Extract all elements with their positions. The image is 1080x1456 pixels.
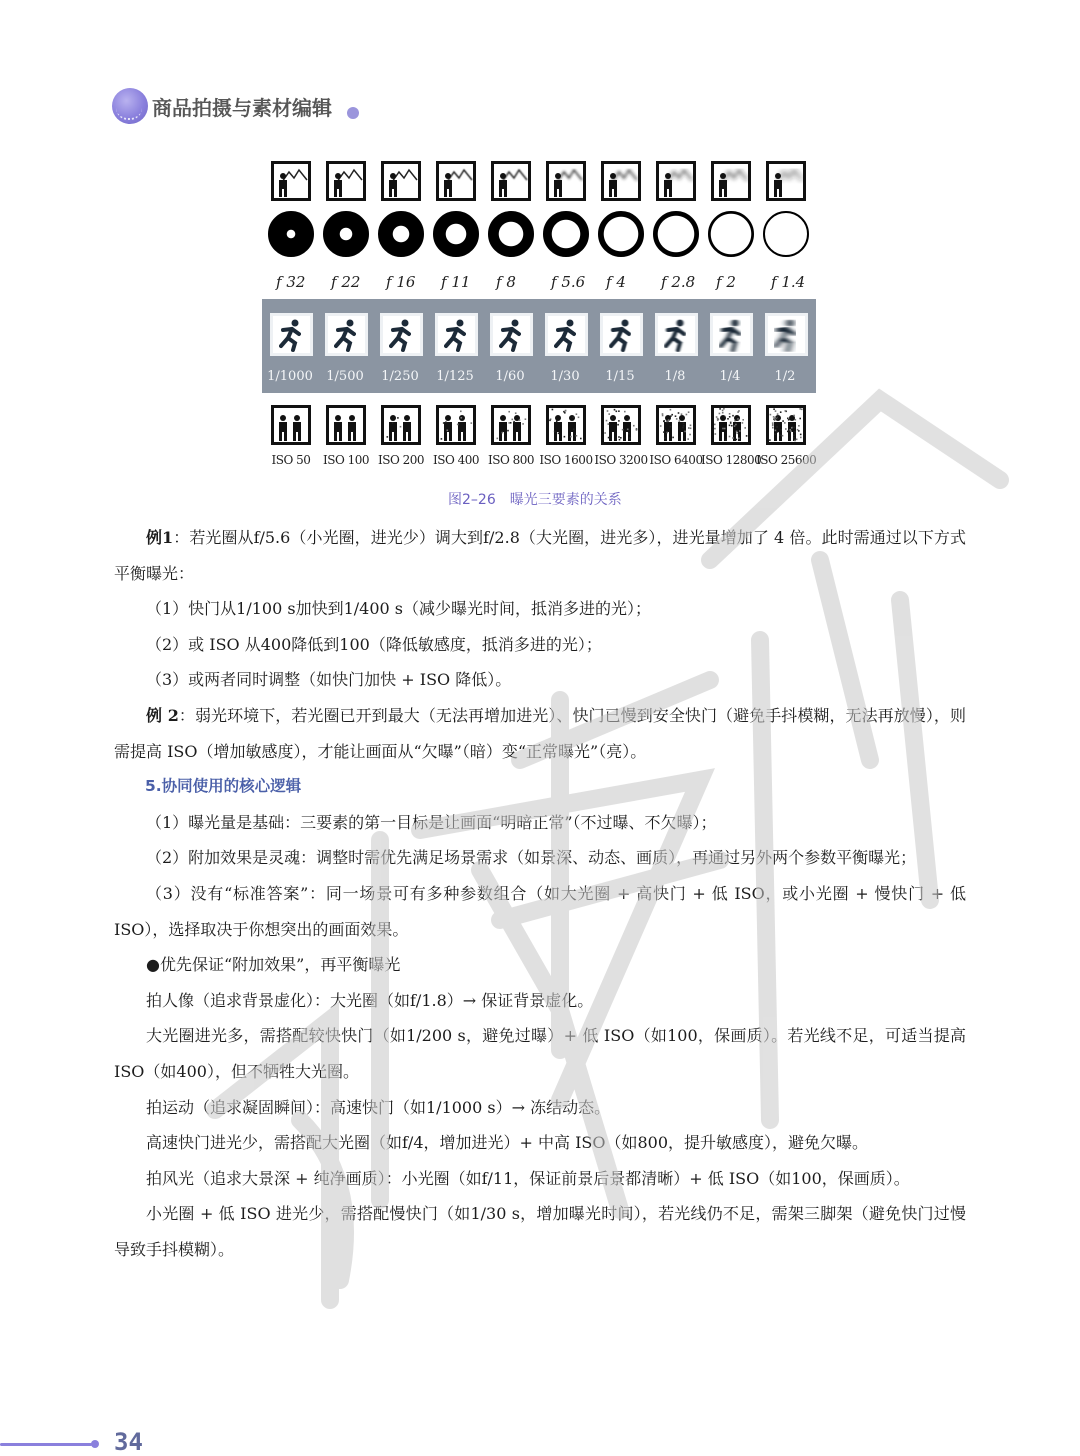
book-logo-icon [112, 88, 148, 124]
shutter-runner-icon [490, 313, 533, 356]
dof-scene-icon [381, 161, 421, 201]
landscape-detail: 小光圈 + 低 ISO 进光少，需搭配慢快门（如1/30 s，增加曝光时间），若光线仍不足，需架三脚架（避免快门过慢导致手抖模糊）。 [114, 1204, 966, 1259]
header-dot [347, 107, 359, 119]
example-1-item-3: （3）或两者同时调整（如快门加快 + ISO 降低）。 [146, 670, 512, 690]
example-1-label: 例1 [146, 528, 174, 547]
aperture-circle-icon [708, 211, 754, 257]
shutter-row [268, 299, 813, 393]
aperture-label: f 11 [441, 273, 471, 291]
footer-dot [91, 1440, 99, 1448]
bullet-title: ●优先保证“附加效果”，再平衡曝光 [146, 955, 401, 975]
iso-label: ISO 3200 [594, 453, 648, 467]
aperture-label: f 8 [496, 273, 516, 291]
example-1-item-1: （1）快门从1/100 s加快到1/400 s（减少曝光时间，抵消多进的光）； [146, 599, 651, 619]
example-2 [114, 698, 966, 769]
aperture-circle-icon [543, 211, 589, 257]
portrait-detail: 大光圈进光多，需搭配较快快门（如1/200 s，避免过曝）+ 低 ISO（如100，保画质）。若光线不足，可适当提高 ISO（如400），但不牺牲大光圈。 [114, 1026, 966, 1081]
shutter-runner-icon [545, 313, 588, 356]
iso-noise-icon [546, 405, 586, 445]
dof-scene-icon [601, 161, 641, 201]
iso-noise-icon [326, 405, 366, 445]
shutter-runner-icon [710, 313, 753, 356]
iso-noise-icon [381, 405, 421, 445]
shutter-speed-label: 1/500 [326, 369, 364, 384]
dof-scene-icon [271, 161, 311, 201]
logic-item-1: （1）曝光量是基础：三要素的第一目标是让画面“明暗正常”（不过曝、不欠曝）； [146, 812, 717, 832]
landscape-line: 拍风光（追求大景深 + 纯净画质）：小光圈（如f/11，保证前景后景都清晰）+ 低 ISO（如100，保画质）。 [146, 1168, 910, 1188]
body-text [114, 520, 966, 1267]
shutter-speed-label: 1/2 [774, 369, 796, 384]
iso-label: ISO 12800 [701, 453, 762, 467]
aperture-circle-icon [268, 211, 314, 257]
dof-scene-icon [436, 161, 476, 201]
shutter-speed-label: 1/250 [381, 369, 419, 384]
shutter-speed-label: 1/30 [550, 369, 580, 384]
shutter-speed-label: 1/8 [664, 369, 686, 384]
section-heading: 5.协同使用的核心逻辑 [145, 777, 302, 796]
page-number: 34 [114, 1428, 143, 1456]
example-2-text: ：弱光环境下，若光圈已开到最大（无法再增加进光）、快门已慢到安全快门（避免手抖模糊，无法再放慢），则需提高 ISO（增加敏感度），才能让画面从“欠曝”（暗）变“正常曝光”（亮）。 [114, 705, 966, 761]
example-2-label: 例 2 [146, 705, 179, 725]
footer-line [0, 1443, 92, 1446]
shutter-speed-label: 1/60 [495, 369, 525, 384]
shutter-band [262, 299, 816, 393]
shutter-runner-icon [765, 313, 808, 356]
shutter-speed-label: 1/1000 [267, 369, 313, 384]
logic-item-2: （2）附加效果是灵魂：调整时需优先满足场景需求（如景深、动态、画质），再通过另外两个参数平衡曝光； [146, 848, 917, 868]
aperture-label: f 4 [606, 273, 626, 291]
aperture-circle-icon [323, 211, 369, 257]
iso-noise-icon [656, 405, 696, 445]
shutter-speed-label: 1/125 [436, 369, 474, 384]
dof-scene-icon [656, 161, 696, 201]
iso-label: ISO 6400 [649, 453, 703, 467]
shutter-runner-icon [600, 313, 643, 356]
aperture-label: f 2.8 [661, 273, 696, 291]
iso-noise-icon [601, 405, 641, 445]
dof-scene-icon [491, 161, 531, 201]
sport-detail: 高速快门进光少，需搭配大光圈（如f/4，增加进光）+ 中高 ISO（如800，提升敏感度），避免欠曝。 [146, 1133, 869, 1153]
iso-noise-icon [436, 405, 476, 445]
shutter-runner-icon [435, 313, 478, 356]
book-title: 商品拍摄与素材编辑 [152, 96, 332, 120]
dof-scene-icon [546, 161, 586, 201]
iso-noise-icon [766, 405, 806, 445]
aperture-label: f 1.4 [771, 273, 806, 291]
aperture-label: f 2 [716, 273, 736, 291]
iso-row [268, 405, 817, 480]
portrait-line: 拍人像（追求背景虚化）：大光圈（如f/1.8）→ 保证背景虚化。 [146, 990, 594, 1010]
iso-label: ISO 400 [432, 453, 480, 467]
sport-line: 拍运动（追求凝固瞬间）：高速快门（如1/1000 s）→ 冻结动态。 [146, 1097, 611, 1117]
aperture-circle-icon [598, 211, 644, 257]
aperture-label: f 16 [386, 273, 416, 291]
iso-label: ISO 50 [271, 453, 311, 467]
aperture-circle-icon [488, 211, 534, 257]
aperture-row [268, 161, 813, 291]
dof-scene-icon [711, 161, 751, 201]
dof-scene-icon [766, 161, 806, 201]
iso-noise-icon [491, 405, 531, 445]
aperture-circle-icon [653, 211, 699, 257]
shutter-runner-icon [325, 313, 368, 356]
logic-item-3: （3）没有“标准答案”：同一场景可有多种参数组合（如大光圈 + 高快门 + 低 ISO，或小光圈 + 慢快门 + 低 ISO），选择取决于你想突出的画面效果。 [114, 883, 966, 939]
aperture-circle-icon [433, 211, 479, 257]
dof-scene-icon [326, 161, 366, 201]
aperture-label: f 32 [276, 273, 306, 291]
aperture-circle-icon [763, 211, 809, 257]
iso-noise-icon [271, 405, 311, 445]
example-1-text: ：若光圈从f/5.6（小光圈，进光少）调大到f/2.8（大光圈，进光多），进光量增加了 4 倍。此时需通过以下方式平衡曝光： [114, 528, 966, 583]
shutter-speed-label: 1/4 [719, 369, 741, 384]
iso-label: ISO 200 [377, 453, 425, 467]
shutter-speed-label: 1/15 [605, 369, 635, 384]
aperture-circle-icon [378, 211, 424, 257]
example-1 [114, 520, 966, 591]
figure-caption: 图2–26 曝光三要素的关系 [448, 492, 622, 508]
iso-noise-icon [711, 405, 751, 445]
iso-label: ISO 1600 [539, 453, 593, 467]
iso-label: ISO 800 [487, 453, 535, 467]
iso-label: ISO 100 [322, 453, 370, 467]
example-1-item-2: （2）或 ISO 从400降低到100（降低敏感度，抵消多进的光）； [146, 634, 602, 654]
shutter-runner-icon [655, 313, 698, 356]
shutter-runner-icon [380, 313, 423, 356]
aperture-label: f 22 [331, 273, 361, 291]
aperture-label: f 5.6 [551, 273, 586, 291]
iso-label: ISO 25600 [756, 453, 817, 467]
shutter-runner-icon [270, 313, 313, 356]
